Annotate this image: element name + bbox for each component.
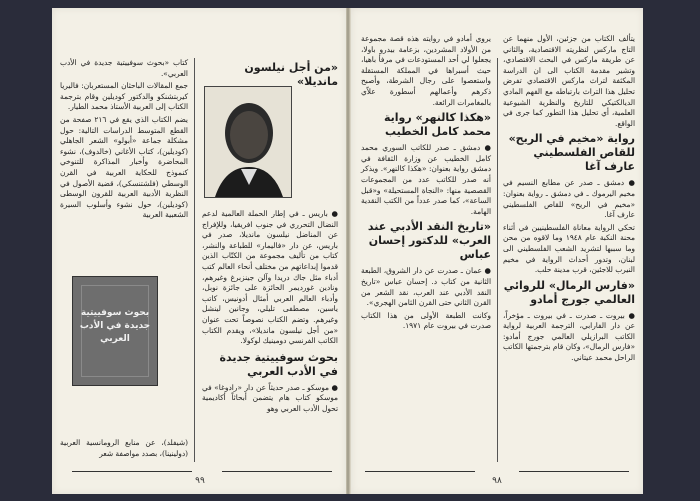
article-body: (شيفلد)، عن منابع الرومانسية العربية (دولينينا)، بصدد مواصفة شعر — [60, 438, 188, 458]
article-body: ● باريس ـ في إطار الحملة العالمية لدعم النضال التحرري في جنوب افريقيا، وللإفراج عن المناضل نيلسون مانديلا، صدر في باريس، عن دار «فاليمار» للطباعة والنشر، كتاب من تأليف مجموعة من الكتّاب الذين قدموا إبداعاتهم من مختلف أنحاء العالم كتب أدباء مثل جاك دريدا وآلن جينزبرغ وغيرهم، ونادين غورديمر الحائزة على جائزة نوبل، وأدباء العالم العربي أمثال أدونيس، كاتب ياسين، مصطفى تليلي، وجانين لينشل وغيرهم. وتضم الكتاب نصوصاً تحت عنوان «من أجل نيلسون مانديلا»، ويقدم الكتاب الكاتب الفرنسي دومينيك لوكولا. — [202, 209, 338, 346]
right-page — [350, 8, 643, 494]
footer-rule — [365, 471, 475, 472]
article-heading: «فارس الرمال» للروائي العالمي جورج أمادو — [503, 278, 635, 306]
article-heading: «تاريخ النقد الأدبي عند العرب» للدكتور إحسان عباس — [367, 220, 491, 262]
page-number: ٩٩ — [195, 476, 205, 486]
article-heading: «هكذا كالنهر» رواية محمد كامل الخطيب — [383, 111, 491, 139]
footer-rule — [72, 471, 192, 472]
page-number: ٩٨ — [492, 476, 502, 486]
left-page-left-column-bottom — [60, 438, 188, 461]
column-divider — [194, 58, 195, 462]
article-body: كتاب «بحوث سوفييتية جديدة في الأدب العربي». — [60, 58, 188, 78]
left-page — [52, 8, 347, 494]
article-heading: رواية «مخيم في الريح» للقاص الفلسطيني عارف آغا — [508, 132, 635, 174]
article-body: يروي أمادو في روايته هذه قصة مجموعة من الأولاد المشردين، بزعامة بيدرو باولا، يجعلوا لي أحد المستودعات في مرفأ باهيا، حيث أسبراها في المملكة المستقلة واستعصوا على رجال الشرطة، وأصبح ذكرهم وأعمالهم أسطورة علاّي بالمغامرات الرائعة. — [361, 34, 491, 107]
article-body: جمع المقالات الباحثان المستعربان: فاليريا كيربتشنكو والدكتور كوديلين وقام بترجمة الكتاب إلى العربية الأستاذ محمد الطيار. — [60, 81, 188, 112]
article-body: ● موسكو ـ صدر حديثاً عن دار «رادوغا» في موسكو كتاب هام يتضمن أبحاثاً أكاديمية تحول الأدب العربي وهو — [202, 382, 338, 413]
left-page-left-column — [60, 58, 188, 223]
right-page-right-column — [503, 34, 635, 366]
footer-rule — [519, 471, 629, 472]
portrait-photo — [204, 86, 292, 198]
article-body: ● دمشق ـ صدر عن مطابع النسيم في مخيم اليرموك ـ في دمشق ـ رواية بعنوان: «مخيم في الريح» للقاص الفلسطيني عارف آغا. — [503, 178, 635, 220]
book-cover-title: بحوث سوفييتية جديدة في الأدب العربي — [79, 308, 151, 344]
right-page-left-column — [361, 34, 491, 334]
article-body: يتألف الكتاب من جزئين، الأول منهما عن التاج ماركس لنظريته الاقتصادية، والثاني عن طريقة ماركس في البحث الاقتصادي، وتشير مقدمة الكتاب الى ان الدراسة المكثفة لتراث ماركس الاقتصادي تفرض تحليل هذا التراث بارتباطه مع الفهم المادي الديالكتيكي للتاريخ والنظرية الشيوعية العلمية، أي تحليل هذا التطور كما جرى في الواقع. — [503, 34, 635, 128]
article-body: ● بيروت ـ صدرت ـ في بيروت ـ مؤخراً، عن دار الفارابي، الترجمة العربية لرواية الكاتب البرازيلي العالمي جورج أمادو: «فارس الرمال»، وكان قام بترجمتها الكاتب الراحل محمد عيتاني. — [503, 310, 635, 363]
article-heading: بحوث سوفييتية جديدة في الأدب العربي — [219, 350, 338, 378]
book-cover-image — [72, 276, 158, 386]
article-body: تحكي الرواية معاناة الفلسطينيين في أثناء محنة النكبة عام ١٩٤٨ وما لاقوه من محن وما سببها لتشريد الشعب الفلسطيني الى لبنان، وتدور أحداث الرواية في مخيم النيرب للاجئين، قرب مدينة حلب. — [503, 222, 635, 275]
article-body: وكانت الطبعة الأولى من هذا الكتاب صدرت في بيروت عام ١٩٧١. — [361, 310, 491, 331]
article-body: يضم الكتاب الذي يقع في ٢١٦ صفحة من القطع المتوسط الدراسات التالية: حول مشكلة جماعة «أبولو» الشعر الجاهلي (كوديلين)، كتاب الأغاني (خالدوف)، نشوء المحاضرة وأخبار المذاكرة للتنوخي كنموذج للحكاية العربية في القرن الوسطي (فلشتنسكي)، قضية الأصول في النظرية الأدبية العربية للقرون الوسطى (كوديلين)، حول نشوء وأسلوب السيرة الشعبية العربية — [60, 114, 188, 220]
column-divider — [497, 58, 498, 462]
footer-rule — [222, 471, 332, 472]
article-body: ● عمان ـ صدرت عن دار الشروق، الطبعة الثانية من كتاب د. إحسان عباس «تاريخ النقد الأدبي عند العرب، نقد الشعر من القرن الثاني حتى القرن الثامن الهجري». — [361, 266, 491, 308]
article-heading: «من أجل نيلسون مانديلا» — [244, 61, 338, 88]
article-body: ● دمشق ـ صدر للكاتب السوري محمد كامل الخطيب عن وزارة الثقافة في دمشق رواية بعنوان: «هكذا كالنهر». ويذكر أنه صدر للكاتب عدد من المجموعات القصصية منها: «النجاة المستحيلة» و«قبل الساعة»، كما صدر عدداً من الكتب النقدية الهامة. — [361, 143, 491, 216]
